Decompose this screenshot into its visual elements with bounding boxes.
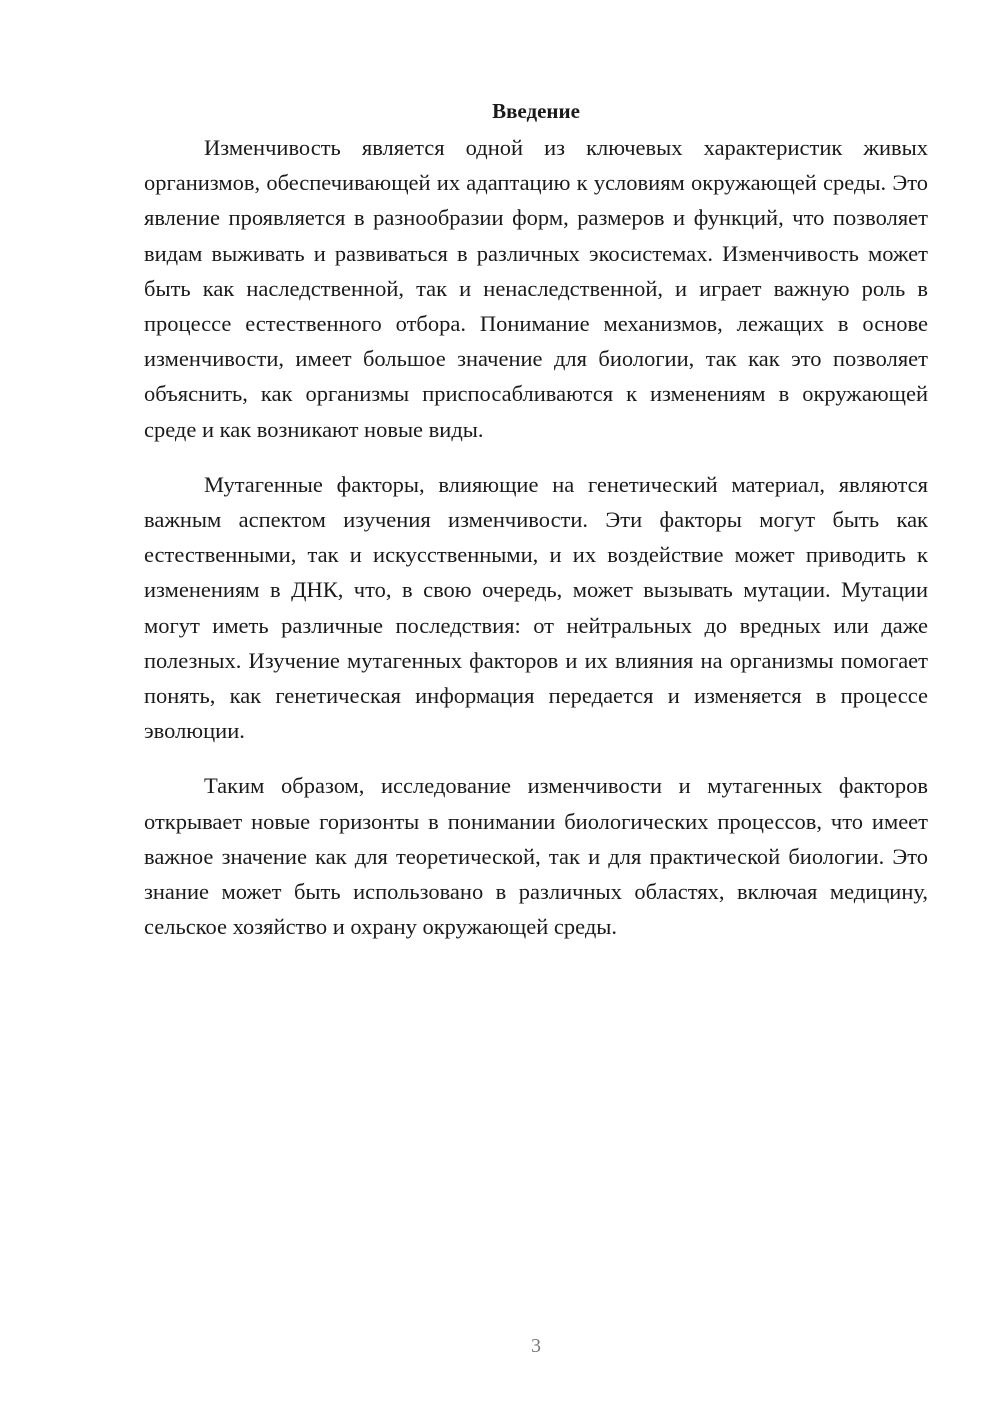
paragraph-2: Мутагенные факторы, влияющие на генетический материал, являются важным аспектом изучения изменчивости. Эти факторы могут быть как естественными, так и искусственными, и их воздействие может приводить к изменениям в ДНК, что, в свою очередь, может вызывать мутации. Мутации могут иметь различные последствия: от нейтральных до вредных или даже полезных. Изучение мутагенных факторов и их влияния на организмы помогает понять, как генетическая информация передается и изменяется в процессе эволюции. — [144, 471, 928, 744]
section-title: Введение — [492, 99, 580, 123]
paragraph-1: Изменчивость является одной из ключевых характеристик живых организмов, обеспечивающей их адаптацию к условиям окружающей среды. Это явление проявляется в разнообразии форм, размеров и функций, что позволяет видам выживать и развиваться в различных экосистемах. Изменчивость может быть как наследственной, так и ненаследственной, и играет важную роль в процессе естественного отбора. Понимание механизмов, лежащих в основе изменчивости, имеет большое значение для биологии, так как это позволяет объяснить, как организмы приспосабливаются к изменениям в окружающей среде и как возникают новые виды. — [144, 135, 928, 442]
page-content — [144, 96, 928, 964]
paragraph-3: Таким образом, исследование изменчивости и мутагенных факторов открывает новые горизонты в понимании биологических процессов, что имеет важное значение как для теоретической, так и для практической биологии. Это знание может быть использовано в различных областях, включая медицину, сельское хозяйство и охрану окружающей среды. — [144, 773, 928, 940]
page-number: 3 — [531, 1335, 541, 1357]
